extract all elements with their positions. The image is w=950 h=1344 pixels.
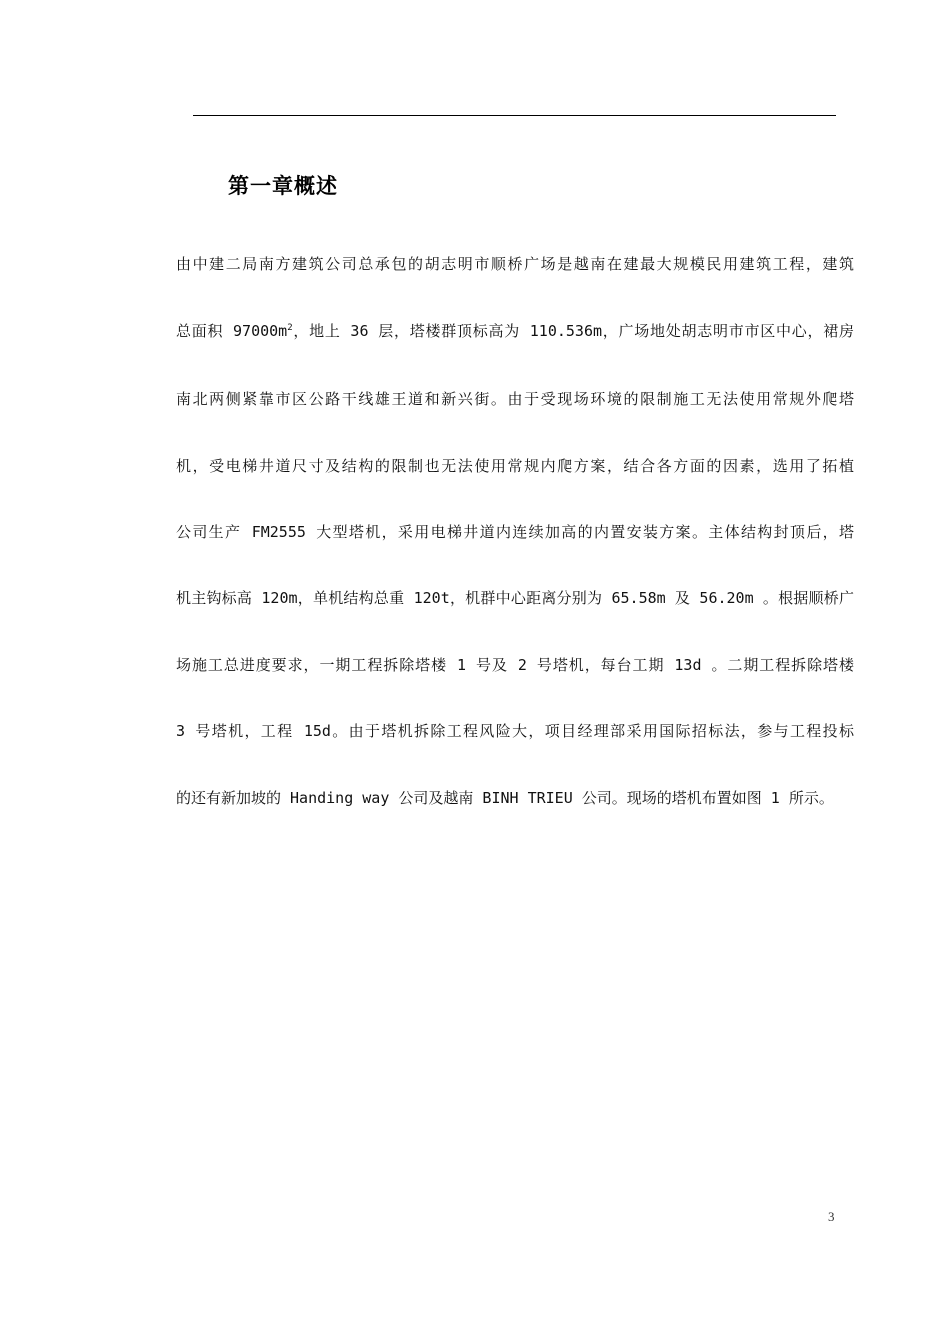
paragraph-line: 机主钩标高 120m，单机结构总重 120t，机群中心距离分别为 65.58m 及 56.20m 。根据顺桥广 bbox=[176, 589, 854, 607]
paragraph-line: 南北两侧紧靠市区公路干线雄王道和新兴街。由于受现场环境的限制施工无法使用常规外爬塔 bbox=[176, 390, 854, 408]
paragraph-line bbox=[176, 320, 854, 341]
chapter-title: 第一章概述 bbox=[228, 174, 338, 198]
paragraph-line: 公司生产 FM2555 大型塔机，采用电梯井道内连续加高的内置安装方案。主体结构封顶后，塔 bbox=[176, 523, 854, 541]
area-text: 总面积 97000m bbox=[176, 322, 288, 340]
header-rule bbox=[193, 115, 836, 116]
paragraph-line: 机，受电梯井道尺寸及结构的限制也无法使用常规内爬方案，结合各方面的因素，选用了拓植 bbox=[176, 457, 854, 475]
paragraph-line-continued: ，地上 36 层，塔楼群顶标高为 110.536m，广场地处胡志明市市区中心，裙房 bbox=[292, 322, 855, 340]
paragraph-line: 3 号塔机，工程 15d。由于塔机拆除工程风险大，项目经理部采用国际招标法，参与工程投标 bbox=[176, 722, 854, 740]
paragraph-line: 的还有新加坡的 Handing way 公司及越南 BINH TRIEU 公司。现场的塔机布置如图 1 所示。 bbox=[176, 789, 834, 807]
paragraph-line: 场施工总进度要求，一期工程拆除塔楼 1 号及 2 号塔机，每台工期 13d 。二期工程拆除塔楼 bbox=[176, 656, 854, 674]
superscript: 2 bbox=[287, 323, 293, 333]
paragraph-line: 由中建二局南方建筑公司总承包的胡志明市顺桥广场是越南在建最大规模民用建筑工程，建筑 bbox=[176, 255, 854, 273]
page-number: 3 bbox=[828, 1209, 835, 1224]
